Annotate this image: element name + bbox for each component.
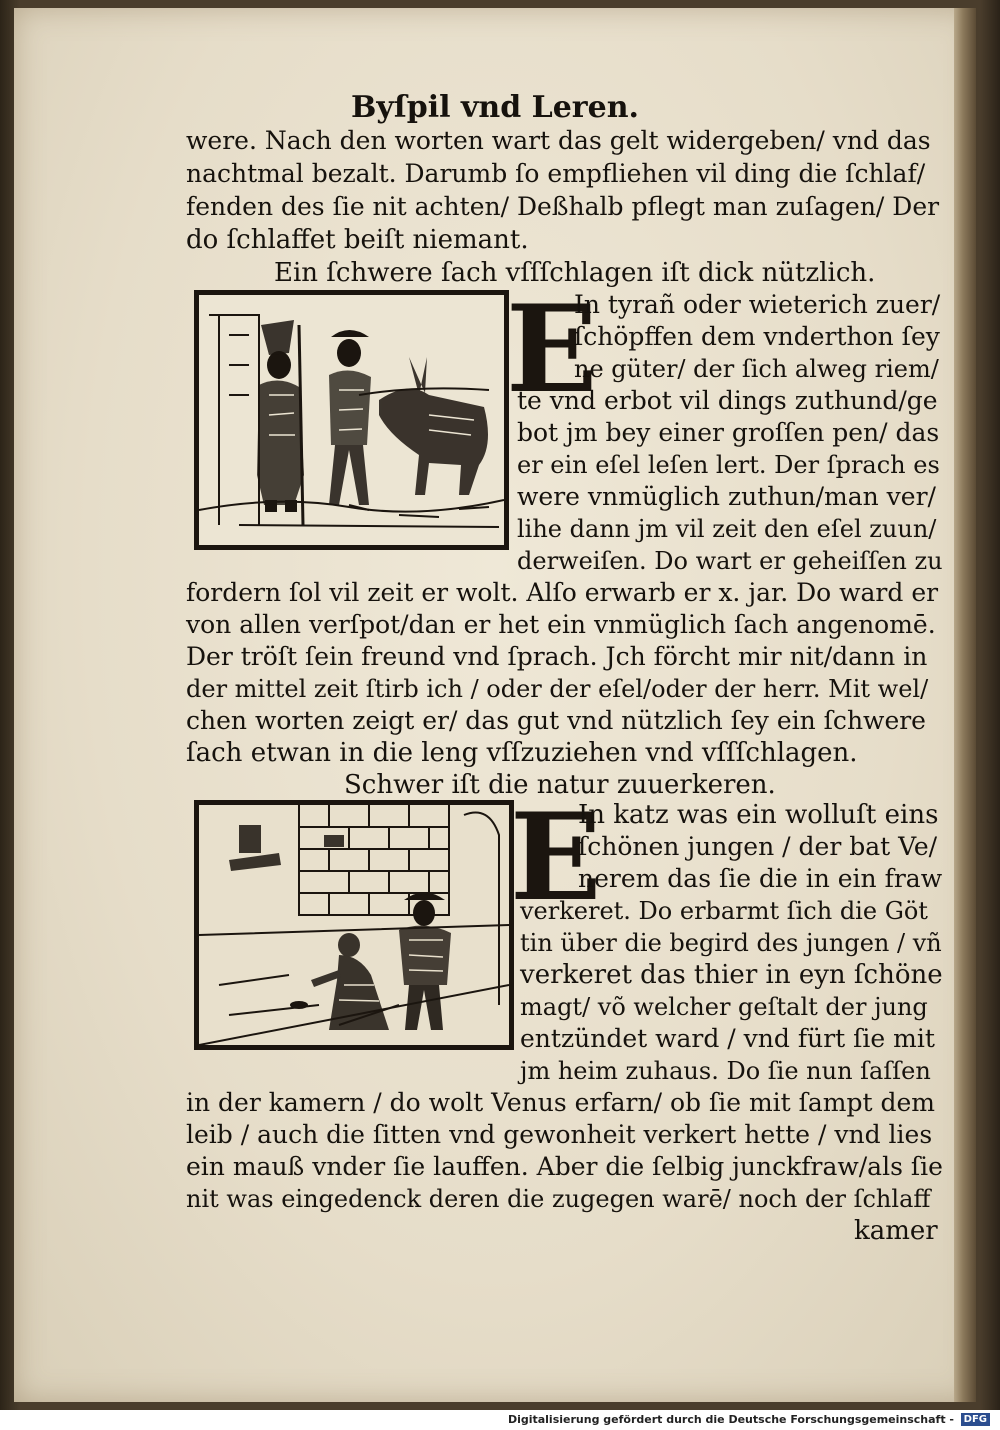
text-line: were. Nach den worten wart das gelt widergeben/ vnd das — [186, 126, 931, 155]
text-line: verkeret das thier in eyn ſchöne — [520, 960, 943, 990]
text-line: ne güter/ der ſich alweg riem/ — [574, 355, 939, 383]
dfg-credit: Digitalisierung gefördert durch die Deutsche Forschungsgemeinschaft - — [507, 1413, 954, 1426]
catchword: kamer — [854, 1216, 938, 1246]
text-line: von allen verſpot/dan er het ein vnmüglich ſach angenomē. — [186, 610, 936, 639]
text-line: leib / auch die ſitten vnd gewonheit verkert hette / vnd lies — [186, 1120, 933, 1149]
text-line: entzündet ward / vnd fürt ſie mit — [520, 1024, 935, 1053]
text-line: do ſchlaffet beiſt niemant. — [186, 225, 529, 255]
book-page — [14, 8, 976, 1402]
text-line: ein mauß vnder ſie lauffen. Aber die ſelbig junckfraw/als ſie — [186, 1152, 943, 1181]
footer-bar — [0, 1410, 1000, 1430]
text-line: in der kamern / do wolt Venus erfarn/ ob ſie mit ſampt dem — [186, 1088, 936, 1117]
dfg-logo: DFG — [961, 1413, 990, 1426]
drop-cap-1: E — [506, 279, 598, 420]
drop-cap-2: E — [510, 787, 602, 928]
woodcut-tyrant-and-donkey — [194, 290, 509, 550]
text-line: ſach etwan in die leng vſſzuziehen vnd vſſſchlagen. — [186, 738, 858, 768]
text-line: fordern ſol vil zeit er wolt. Alſo erwarb er x. jar. Do ward er — [186, 578, 939, 607]
woodcut-illustration-1 — [199, 295, 504, 545]
text-line: ſchöpffen dem vnderthon ſey — [574, 322, 940, 351]
text-line: fenden des ſie nit achten/ Deßhalb pflegt man zuſagen/ Der — [186, 192, 940, 221]
text-line: were vnmüglich zuthun/man ver/ — [517, 482, 936, 511]
text-line: derweiſen. Do wart er geheiſſen zu — [517, 547, 943, 575]
text-line: In katz was ein wolluſt eins — [578, 800, 939, 830]
text-line: nit was eingedenck deren die zugegen warē/ noch der ſchlaff — [186, 1185, 931, 1213]
running-header: Byſpil vnd Leren. — [351, 90, 639, 125]
text-line: nerem das ſie die in ein fraw — [578, 864, 943, 893]
text-line: Der tröſt ſein freund vnd ſprach. Jch förcht mir nit/dann in — [186, 642, 928, 671]
text-line: verkeret. Do erbarmt ſich die Göt — [520, 897, 928, 925]
text-line: In tyrañ oder wieterich zuer/ — [574, 290, 941, 319]
text-line: der mittel zeit ſtirb ich / oder der eſel/oder der herr. Mit wel/ — [186, 675, 929, 703]
text-line: nachtmal bezalt. Darumb ſo empfliehen vil ding die ſchlaf/ — [186, 159, 926, 188]
text-line: chen worten zeigt er/ das gut vnd nützlich ſey ein ſchwere — [186, 706, 926, 735]
text-line: lihe dann jm vil zeit den eſel zuun/ — [517, 515, 937, 543]
section-heading-2: Schwer iſt die natur zuuerkeren. — [344, 770, 776, 800]
section-heading-1: Ein ſchwere ſach vſſſchlagen iſt dick nützlich. — [274, 258, 876, 288]
text-line: er ein eſel leſen lert. Der ſprach es — [517, 451, 940, 479]
text-line: magt/ võ welcher geſtalt der jung — [520, 993, 928, 1021]
page-spine-shadow — [954, 8, 976, 1402]
text-line: jm heim zuhaus. Do ſie nun ſaſſen — [520, 1057, 931, 1085]
text-line: ſchönen jungen / der bat Ve/ — [578, 832, 938, 861]
text-line: tin über die begird des jungen / vñ — [520, 929, 942, 957]
woodcut-illustration-2 — [199, 805, 509, 1045]
text-line: te vnd erbot vil dings zuthund/ge — [517, 386, 938, 415]
text-line: bot jm bey einer groſſen pen/ das — [517, 418, 940, 447]
woodcut-cat-turned-woman — [194, 800, 514, 1050]
